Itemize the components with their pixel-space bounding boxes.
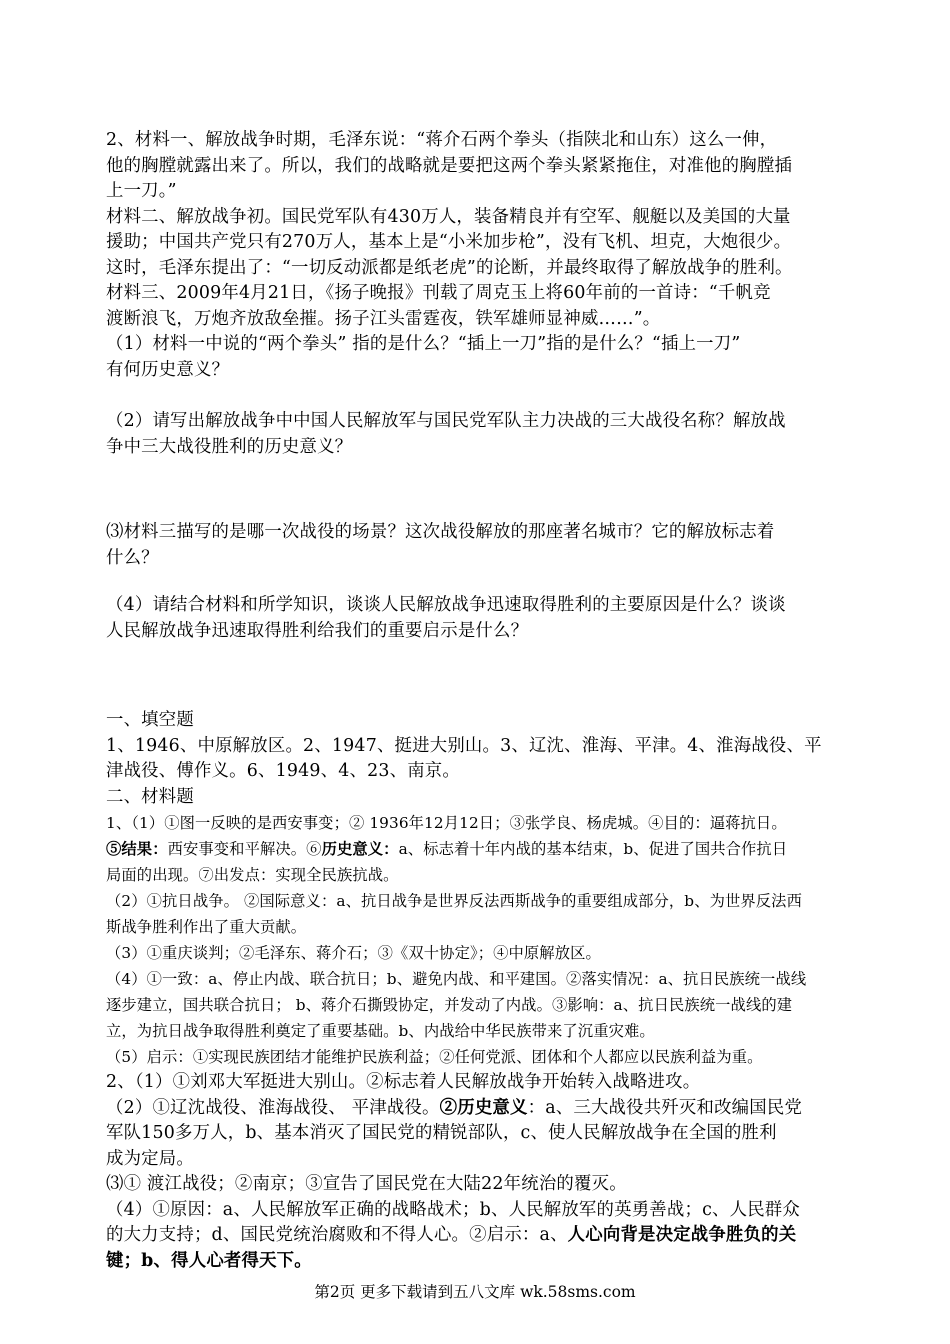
material-title: 二、材料题 (106, 786, 194, 807)
material-3-line: 渡断浪飞，万炮齐放敌垒摧。扬子江头雷霆夜，铁军雄师显神威……”。 (106, 308, 661, 329)
answer-2-1: 2、（1）①刘邓大军挺进大别山。②标志着人民解放战争开始转入战略进攻。 (106, 1072, 701, 1092)
sub-question-4: （4）请结合材料和所学知识，谈谈人民解放战争迅速取得胜利的主要原因是什么？谈谈 (106, 595, 786, 615)
material-1-line: 他的胸膛就露出来了。所以，我们的战略就是要把这两个拳头紧紧拖住，对准他的胸膛插 (106, 155, 793, 176)
answer-2-4: 键；b、得人心者得天下。 (106, 1250, 312, 1271)
answer-text: （2）①辽沈战役、淮海战役、 平津战役。 (106, 1097, 440, 1118)
answer-text: 的大力支持；d、国民党统治腐败和不得人心。②启示：a、 (106, 1225, 568, 1245)
answer-1-1: 1、（1）①图一反映的是西安事变；② 1936年12月12日；③张学良、杨虎城。④目的：逼蒋抗日。 (106, 814, 787, 832)
sub-question-1: 有何历史意义？ (106, 359, 230, 380)
sub-question-4: 人民解放战争迅速取得胜利给我们的重要启示是什么？ (106, 620, 529, 641)
answer-1-4: （4）①一致：a、停止内战、联合抗日；b、避免内战、和平建国。②落实情况：a、抗日民族统一战线 (106, 970, 807, 988)
material-1-line: 2、材料一、解放战争时期，毛泽东说：“蒋介石两个拳头（指陕北和山东）这么一伸， (106, 130, 778, 150)
answer-1-1 (106, 836, 866, 862)
result-label: ⑤结果： (106, 840, 168, 858)
key-point: 人心向背是决定战争胜负的关 (567, 1225, 797, 1245)
fill-blank-title: 一、填空题 (106, 710, 194, 730)
significance-label: 历史意义： (321, 840, 399, 858)
answer-text: 西安事变和平解决。⑥ (167, 840, 322, 858)
question-2-materials (106, 128, 866, 644)
answer-1-4: 逐步建立，国共联合抗日； b、蒋介石撕毁协定，并发动了内战。③影响：a、抗日民族统一战线的建 (106, 996, 793, 1014)
material-2-line: 材料二、解放战争初。国民党军队有430万人，装备精良并有空军、舰艇以及美国的大量 (106, 206, 791, 227)
material-2-line: 援助；中国共产党只有270万人，基本上是“小米加步枪”，没有飞机、坦克，大炮很少。 (106, 232, 792, 252)
answer-section (106, 708, 866, 1274)
fill-blank-answer: 津战役、傅作义。6、1949、4、23、南京。 (106, 761, 460, 781)
answer-1-3: （3）①重庆谈判；②毛泽东、蒋介石；③《双十协定》；④中原解放区。 (106, 944, 601, 962)
sub-question-3: 什么？ (106, 547, 159, 568)
material-2-line: 这时，毛泽东提出了：“一切反动派都是纸老虎”的论断，并最终取得了解放战争的胜利。 (106, 257, 793, 278)
document-page (106, 128, 866, 1274)
answer-2-2 (106, 1096, 866, 1122)
answer-1-2: 斯战争胜利作出了重大贡献。 (106, 918, 307, 936)
answer-2-4: （4）①原因：a、人民解放军正确的战略战术；b、人民解放军的英勇善战；c、人民群众 (106, 1199, 800, 1220)
answer-1-2: （2）①抗日战争。 ②国际意义：a、抗日战争是世界反法西斯战争的重要组成部分，b、为世界反法西 (106, 892, 802, 910)
fill-blank-answer: 1、1946、中原解放区。2、1947、挺进大别山。3、辽沈、淮海、平津。4、淮海战役、平 (106, 735, 822, 756)
significance-label: ②历史意义 (439, 1097, 528, 1118)
material-1-line: 上一刀。” (106, 181, 177, 201)
answer-text: ：a、三大战役共歼灭和改编国民党 (527, 1097, 803, 1118)
answer-2-2: 军队150多万人，b、基本消灭了国民党的精锐部队，c、使人民解放战争在全国的胜利 (106, 1123, 777, 1143)
answer-1-5: （5）启示：①实现民族团结才能维护民族利益；②任何党派、团体和个人都应以民族利益为重。 (106, 1048, 763, 1066)
answer-text: a、标志着十年内战的基本结束，b、促进了国共合作抗日 (398, 840, 788, 858)
answer-2-2: 成为定局。 (106, 1148, 194, 1169)
answer-1-4: 立，为抗日战争取得胜利奠定了重要基础。b、内战给中华民族带来了沉重灾难。 (106, 1022, 655, 1040)
sub-question-3: ⑶材料三描写的是哪一次战役的场景？这次战役解放的那座著名城市？它的解放标志着 (106, 522, 775, 542)
page-footer: 第2页 更多下载请到五八文库 wk.58sms.com (314, 1283, 636, 1301)
material-3-line: 材料三、2009年4月21日，《扬子晚报》刊载了周克玉上将60年前的一首诗：“千帆竞 (106, 283, 771, 303)
sub-question-2: （2）请写出解放战争中中国人民解放军与国民党军队主力决战的三大战役名称？解放战 (106, 411, 786, 431)
answer-1-1: 局面的出现。⑦出发点：实现全民族抗战。 (106, 866, 399, 884)
sub-question-1: （1）材料一中说的“两个拳头” 指的是什么？“插上一刀”指的是什么？“插上一刀” (106, 334, 741, 354)
answer-2-4 (106, 1223, 866, 1249)
sub-question-2: 争中三大战役胜利的历史意义？ (106, 436, 353, 457)
answer-2-3: ⑶① 渡江战役；②南京；③宣告了国民党在大陆22年统治的覆灭。 (106, 1174, 627, 1194)
